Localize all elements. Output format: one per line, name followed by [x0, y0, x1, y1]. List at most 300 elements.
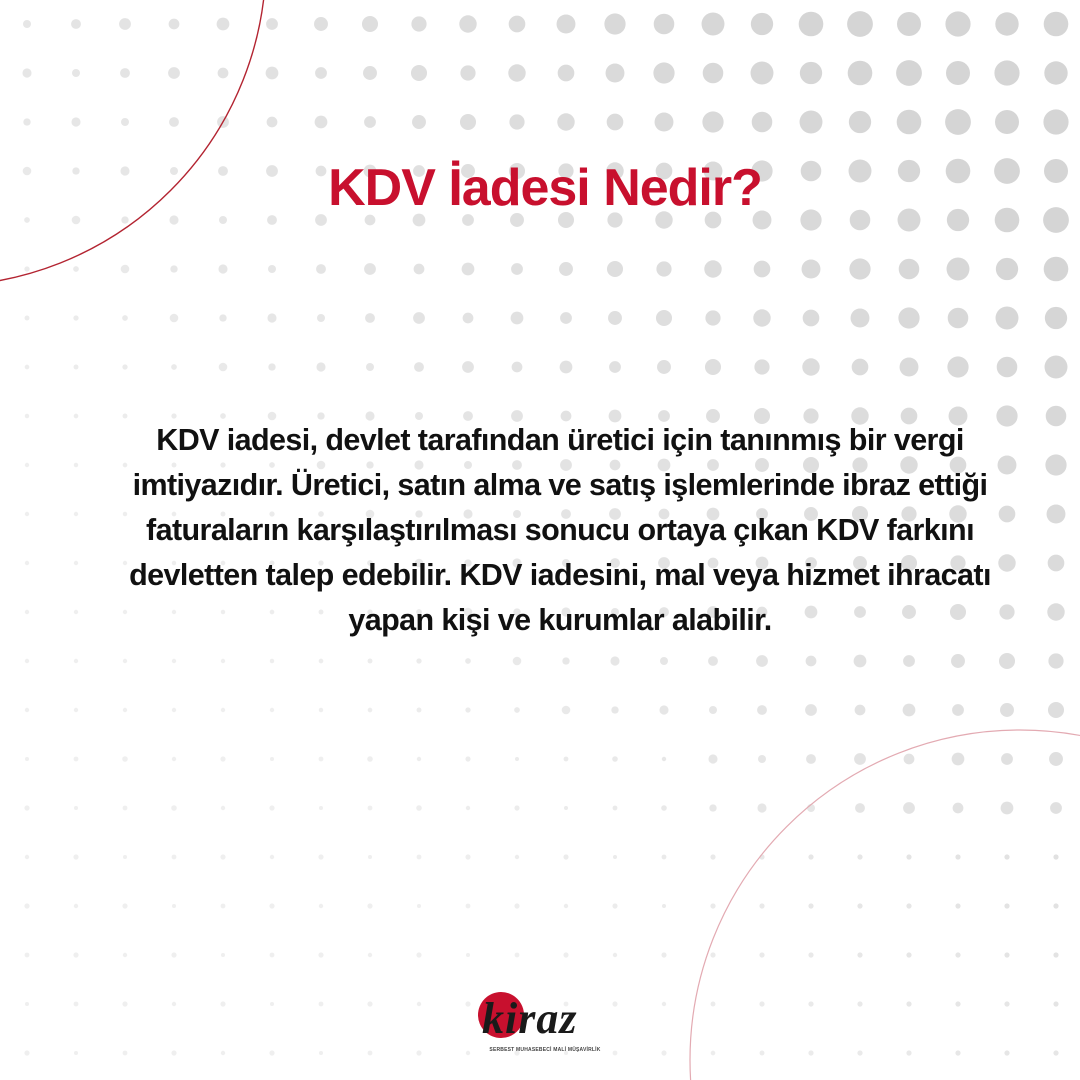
- background-dot: [946, 61, 970, 85]
- background-dot: [710, 952, 715, 957]
- background-dot: [269, 1050, 274, 1055]
- background-dot: [661, 1050, 666, 1055]
- background-dot: [1004, 952, 1009, 957]
- background-dot: [654, 14, 675, 35]
- background-dot: [857, 952, 862, 957]
- background-dot: [122, 315, 128, 321]
- background-dot: [806, 656, 817, 667]
- background-dot: [316, 264, 326, 274]
- background-dot: [74, 463, 78, 467]
- background-dot: [74, 365, 79, 370]
- background-dot: [899, 259, 920, 280]
- background-dot: [315, 116, 328, 129]
- background-dot: [752, 112, 773, 133]
- background-dot: [217, 116, 229, 128]
- background-dot: [221, 708, 225, 712]
- background-dot: [612, 903, 617, 908]
- background-dot: [465, 854, 470, 859]
- background-dot: [73, 266, 79, 272]
- background-dot: [171, 952, 176, 957]
- background-dot: [24, 903, 29, 908]
- background-dot: [855, 705, 866, 716]
- background-dot: [996, 307, 1019, 330]
- background-dot: [948, 308, 969, 329]
- background-dot: [319, 1002, 324, 1007]
- background-dot: [466, 806, 470, 810]
- background-dot: [218, 264, 227, 273]
- background-dot: [803, 310, 820, 327]
- background-dot: [368, 708, 373, 713]
- background-dot: [414, 362, 424, 372]
- background-dot: [318, 854, 323, 859]
- background-dot: [849, 111, 871, 133]
- background-dot: [754, 359, 769, 374]
- background-dot: [25, 855, 29, 859]
- background-dot: [465, 707, 470, 712]
- background-dot: [557, 15, 576, 34]
- background-dot: [1048, 555, 1065, 572]
- background-dot: [411, 65, 427, 81]
- background-dot: [220, 1001, 225, 1006]
- background-dot: [221, 806, 225, 810]
- background-dot: [270, 855, 274, 859]
- background-dot: [854, 655, 867, 668]
- background-dot: [168, 67, 180, 79]
- background-dot: [270, 757, 274, 761]
- background-dot: [995, 110, 1019, 134]
- background-dot: [366, 363, 374, 371]
- background-dot: [1053, 952, 1058, 957]
- background-dot: [805, 704, 817, 716]
- background-dot: [849, 258, 870, 279]
- background-dot: [711, 1051, 716, 1056]
- background-dot: [753, 309, 770, 326]
- background-dot: [857, 854, 862, 859]
- background-dot: [709, 804, 716, 811]
- background-dot: [953, 803, 964, 814]
- background-dot: [1045, 454, 1066, 475]
- background-dot: [269, 903, 274, 908]
- background-dot: [995, 12, 1018, 35]
- brand-logo: [470, 990, 620, 1062]
- background-dot: [172, 659, 176, 663]
- background-dot: [416, 805, 422, 811]
- background-dot: [904, 754, 915, 765]
- background-dot: [852, 359, 869, 376]
- background-dot: [857, 903, 862, 908]
- background-dot: [221, 953, 225, 957]
- background-dot: [71, 19, 81, 29]
- background-dot: [22, 68, 31, 77]
- background-dot: [903, 704, 916, 717]
- background-dot: [266, 67, 279, 80]
- background-dot: [1049, 752, 1063, 766]
- logo-tagline: SERBEST MUHASEBECİ MALİ MÜŞAVİRLİK: [489, 1047, 601, 1053]
- background-dot: [417, 1002, 421, 1006]
- background-dot: [25, 316, 30, 321]
- background-dot: [563, 854, 568, 859]
- background-dot: [906, 1001, 911, 1006]
- background-dot: [1047, 603, 1064, 620]
- background-dot: [23, 118, 30, 125]
- background-dot: [994, 60, 1019, 85]
- background-dot: [364, 263, 376, 275]
- background-dot: [999, 653, 1015, 669]
- background-dot: [704, 260, 721, 277]
- background-dot: [705, 310, 720, 325]
- background-dot: [708, 656, 718, 666]
- background-dot: [73, 854, 78, 859]
- background-dot: [508, 64, 525, 81]
- background-dot: [613, 806, 618, 811]
- background-dot: [24, 266, 29, 271]
- background-dot: [800, 62, 822, 84]
- background-dot: [465, 756, 470, 761]
- background-dot: [460, 65, 475, 80]
- background-dot: [74, 1051, 78, 1055]
- background-dot: [808, 1050, 813, 1055]
- background-dot: [267, 117, 278, 128]
- background-dot: [172, 1002, 176, 1006]
- background-dot: [1048, 653, 1063, 668]
- background-dot: [368, 855, 372, 859]
- background-dot: [613, 855, 617, 859]
- background-dot: [952, 753, 965, 766]
- page-title: KDV İadesi Nedir?: [328, 159, 762, 217]
- background-dot: [857, 1001, 862, 1006]
- background-dot: [25, 610, 29, 614]
- background-dot: [1044, 12, 1069, 37]
- background-dot: [945, 11, 970, 36]
- background-dot: [1047, 505, 1066, 524]
- background-dot: [363, 66, 377, 80]
- background-dot: [367, 903, 372, 908]
- background-dot: [906, 952, 911, 957]
- background-dot: [121, 265, 130, 274]
- background-dot: [74, 659, 78, 663]
- background-dot: [613, 953, 617, 957]
- background-dot: [562, 706, 571, 715]
- background-dot: [466, 904, 471, 909]
- background-dot: [558, 65, 575, 82]
- background-dot: [219, 314, 226, 321]
- background-dot: [1053, 1001, 1058, 1006]
- background-dot: [1045, 356, 1068, 379]
- background-dot: [511, 263, 523, 275]
- background-dot: [266, 18, 278, 30]
- background-dot: [1045, 307, 1067, 329]
- background-dot: [759, 854, 764, 859]
- background-dot: [416, 658, 421, 663]
- background-dot: [799, 12, 824, 37]
- background-dot: [73, 952, 78, 957]
- background-dot: [24, 805, 29, 810]
- background-dot: [559, 262, 573, 276]
- background-dot: [708, 754, 717, 763]
- background-dot: [1004, 1050, 1009, 1055]
- background-dot: [659, 705, 668, 714]
- background-dot: [120, 68, 130, 78]
- background-dot: [122, 756, 128, 762]
- background-dot: [710, 854, 715, 859]
- background-dot: [317, 314, 325, 322]
- background-dot: [513, 657, 522, 666]
- background-dot: [661, 805, 667, 811]
- background-dot: [74, 904, 78, 908]
- background-dot: [270, 1002, 274, 1006]
- background-dot: [900, 358, 919, 377]
- background-dot: [270, 953, 275, 958]
- background-dot: [896, 60, 922, 86]
- background-dot: [709, 706, 717, 714]
- background-dot: [851, 309, 870, 328]
- background-dot: [711, 1002, 716, 1007]
- background-dot: [25, 512, 29, 516]
- logo-wordmark: kiraz: [482, 994, 578, 1043]
- background-dot: [462, 361, 474, 373]
- background-dot: [955, 952, 960, 957]
- background-dot: [557, 113, 574, 130]
- background-dot: [25, 463, 29, 467]
- background-dot: [122, 1001, 127, 1006]
- background-dot: [466, 953, 470, 957]
- background-dot: [848, 61, 873, 86]
- background-dot: [221, 659, 225, 663]
- background-dot: [172, 757, 176, 761]
- background-dot: [172, 855, 177, 860]
- background-dot: [897, 110, 922, 135]
- background-dot: [656, 261, 671, 276]
- background-dot: [751, 13, 773, 35]
- background-dot: [268, 265, 276, 273]
- background-dot: [898, 307, 919, 328]
- background-dot: [462, 263, 475, 276]
- background-dot: [319, 806, 323, 810]
- background-dot: [606, 64, 625, 83]
- background-dot: [808, 854, 813, 859]
- background-dot: [710, 903, 715, 908]
- background-dot: [365, 313, 375, 323]
- background-dot: [364, 116, 376, 128]
- background-dot: [759, 1001, 764, 1006]
- background-dot: [854, 753, 866, 765]
- background-dot: [702, 111, 723, 132]
- background-dot: [463, 313, 474, 324]
- background-dot: [417, 855, 422, 860]
- background-dot: [560, 312, 572, 324]
- background-dot: [512, 362, 523, 373]
- background-dot: [74, 512, 78, 516]
- background-dot: [270, 708, 274, 712]
- background-dot: [171, 364, 177, 370]
- background-dot: [808, 903, 813, 908]
- background-dot: [74, 414, 79, 419]
- background-dot: [319, 757, 324, 762]
- background-dot: [808, 1001, 813, 1006]
- background-dot: [757, 705, 767, 715]
- background-dot: [758, 755, 766, 763]
- background-dot: [316, 362, 325, 371]
- background-dot: [759, 952, 764, 957]
- background-dot: [1001, 753, 1013, 765]
- background-dot: [802, 358, 819, 375]
- background-dot: [25, 953, 30, 958]
- background-dot: [123, 708, 127, 712]
- background-dot: [903, 802, 915, 814]
- background-dot: [74, 757, 79, 762]
- background-dot: [760, 1051, 765, 1056]
- background-dot: [564, 904, 568, 908]
- background-dot: [24, 1050, 29, 1055]
- background-dot: [25, 708, 29, 712]
- background-dot: [221, 904, 226, 909]
- background-dot: [170, 314, 179, 323]
- background-dot: [123, 806, 128, 811]
- background-dot: [802, 260, 821, 279]
- background-dot: [607, 261, 623, 277]
- background-dot: [169, 19, 180, 30]
- background-dot: [653, 62, 674, 83]
- background-dot: [509, 114, 524, 129]
- background-dot: [662, 757, 666, 761]
- background-dot: [906, 903, 911, 908]
- background-dot: [413, 312, 425, 324]
- background-dot: [417, 757, 421, 761]
- background-dot: [25, 1002, 29, 1006]
- background-dot: [611, 706, 618, 713]
- background-dot: [25, 365, 30, 370]
- background-dot: [655, 113, 674, 132]
- background-dot: [757, 803, 766, 812]
- background-dot: [947, 258, 970, 281]
- background-dot: [417, 904, 421, 908]
- background-dot: [1050, 802, 1062, 814]
- background-dot: [170, 265, 177, 272]
- background-dot: [362, 16, 378, 32]
- background-dot: [465, 658, 471, 664]
- background-dot: [123, 855, 127, 859]
- background-dot: [610, 656, 619, 665]
- background-dot: [25, 757, 29, 761]
- background-dot: [219, 363, 228, 372]
- background-dot: [119, 18, 131, 30]
- background-dot: [1053, 854, 1058, 859]
- background-dot: [314, 17, 328, 31]
- background-dot: [515, 953, 520, 958]
- background-dot: [564, 806, 568, 810]
- background-dot: [74, 610, 78, 614]
- background-dot: [459, 15, 476, 32]
- background-dot: [172, 904, 176, 908]
- background-dot: [511, 312, 524, 325]
- background-dot: [71, 117, 80, 126]
- background-dot: [945, 109, 971, 135]
- background-dot: [662, 855, 667, 860]
- background-dot: [604, 13, 625, 34]
- background-dot: [220, 854, 225, 859]
- background-dot: [220, 756, 225, 761]
- background-dot: [74, 1002, 79, 1007]
- background-dot: [847, 11, 873, 37]
- background-dot: [612, 756, 618, 762]
- background-dot: [906, 854, 911, 859]
- background-dot: [368, 659, 373, 664]
- background-dot: [172, 708, 176, 712]
- background-dot: [906, 1050, 911, 1055]
- background-dot: [563, 952, 568, 957]
- background-dot: [1053, 903, 1058, 908]
- background-dot: [660, 657, 668, 665]
- background-dot: [414, 264, 425, 275]
- background-dot: [1004, 1001, 1009, 1006]
- background-dot: [609, 361, 621, 373]
- background-dot: [25, 561, 29, 565]
- background-dot: [411, 16, 426, 31]
- background-dot: [1004, 854, 1009, 859]
- background-dot: [1043, 109, 1068, 134]
- background-dot: [417, 708, 422, 713]
- background-dot: [514, 707, 520, 713]
- background-dot: [662, 904, 666, 908]
- background-dot: [514, 805, 519, 810]
- background-dot: [1000, 703, 1014, 717]
- background-dot: [955, 854, 960, 859]
- background-dot: [367, 756, 373, 762]
- background-dot: [368, 1051, 373, 1056]
- background-dot: [759, 903, 764, 908]
- background-dot: [72, 69, 80, 77]
- background-dot: [123, 659, 127, 663]
- background-dot: [947, 356, 968, 377]
- background-dot: [267, 313, 276, 322]
- background-dot: [171, 1050, 176, 1055]
- background-dot: [1048, 702, 1064, 718]
- background-dot: [952, 704, 964, 716]
- background-dot: [662, 1002, 666, 1006]
- background-dot: [857, 1050, 862, 1055]
- background-dot: [903, 655, 915, 667]
- background-dot: [25, 659, 29, 663]
- background-dot: [955, 903, 960, 908]
- background-dot: [997, 357, 1018, 378]
- background-dot: [460, 114, 476, 130]
- background-dot: [269, 805, 274, 810]
- background-dot: [705, 359, 721, 375]
- background-dot: [416, 1050, 421, 1055]
- background-dot: [515, 855, 519, 859]
- background-dot: [897, 12, 921, 36]
- body-paragraph: KDV iadesi, devlet tarafından üretici için tanınmış bir vergi imtiyazıdır. Üretici, satın alma ve satış işlemlerinde ibraz ettiği faturaların karşılaştırılması sonucu ortaya çıkan KDV farkını devletten talep edebilir. KDV iadesini, mal veya hizmet ihracatı yapan kişi ve kurumlar alabilir.: [129, 423, 991, 637]
- background-dot: [367, 1001, 372, 1006]
- background-dot: [515, 757, 519, 761]
- background-dot: [661, 952, 666, 957]
- background-dot: [74, 806, 78, 810]
- background-dot: [509, 16, 526, 33]
- background-dot: [560, 361, 573, 374]
- background-dot: [319, 904, 323, 908]
- background-dot: [318, 952, 323, 957]
- background-dot: [751, 62, 774, 85]
- background-dot: [270, 659, 274, 663]
- background-dot: [221, 1051, 225, 1055]
- background-dot: [657, 360, 671, 374]
- background-dot: [74, 708, 78, 712]
- background-dot: [656, 310, 672, 326]
- background-dot: [756, 655, 768, 667]
- background-dot: [806, 754, 816, 764]
- background-dot: [996, 258, 1018, 280]
- background-dot: [268, 363, 275, 370]
